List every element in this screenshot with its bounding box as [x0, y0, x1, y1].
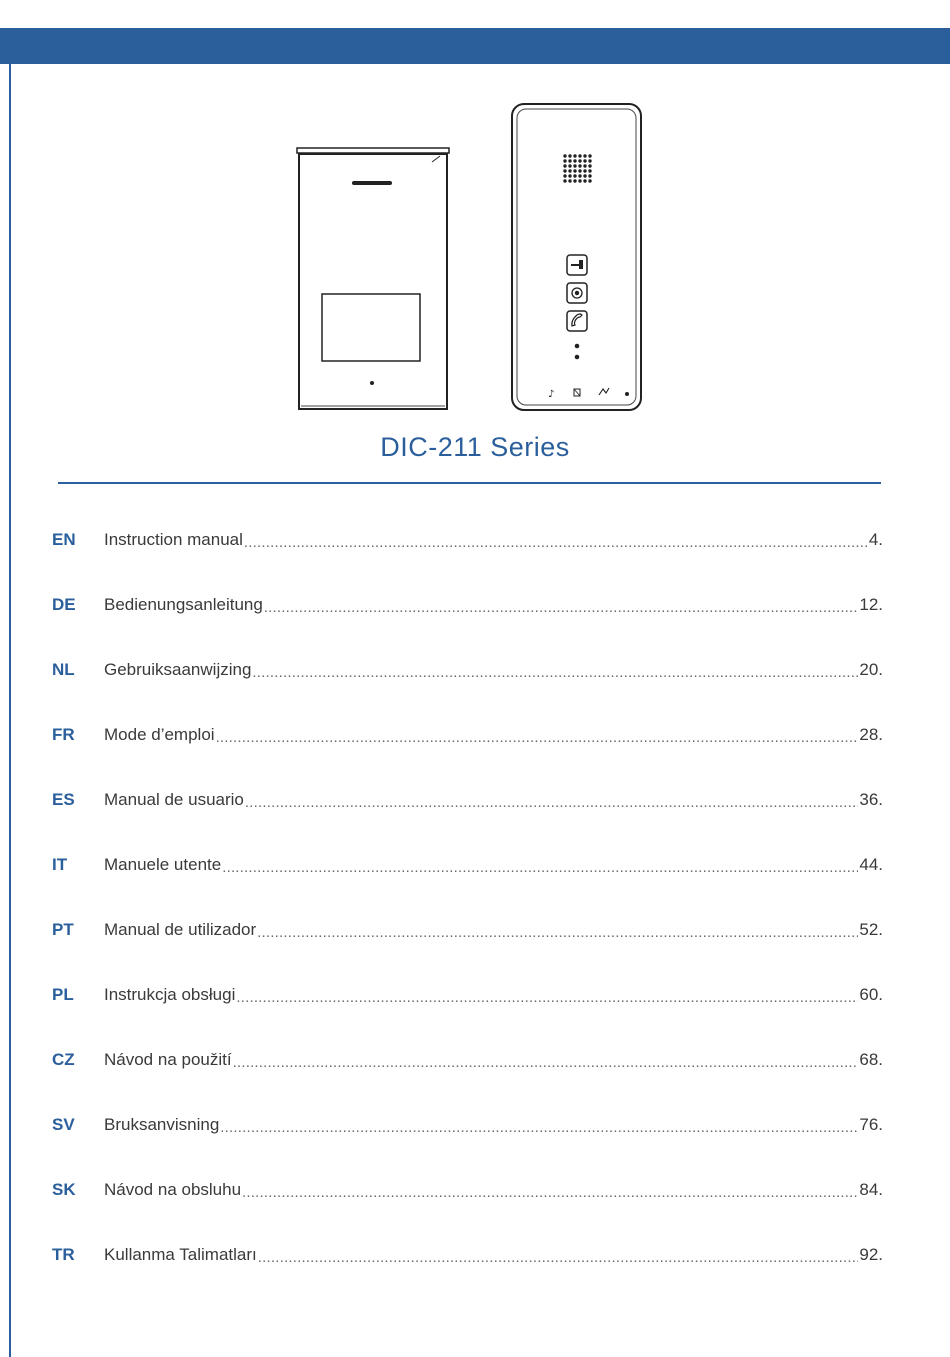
toc-entry-title: Manual de utilizador [104, 920, 257, 939]
toc-language-code: IT [52, 855, 68, 874]
toc-leader-dots [233, 1054, 859, 1080]
toc-row-de[interactable] [52, 585, 883, 625]
toc-leader-dots [236, 989, 858, 1015]
toc-language-code: FR [52, 725, 75, 744]
toc-language-code: NL [52, 660, 75, 679]
product-illustration [290, 98, 660, 418]
intercom-unit-image [512, 104, 641, 410]
series-title: DIC-211 Series [380, 432, 570, 462]
toc-row-pl[interactable] [52, 975, 883, 1015]
toc-page-number: 76. [859, 1115, 883, 1134]
toc-leader-dots [216, 729, 859, 755]
toc-page-number: 68. [859, 1050, 883, 1069]
toc-row-es[interactable] [52, 780, 883, 820]
toc-row-en[interactable] [52, 520, 883, 560]
toc-row-tr[interactable] [52, 1235, 883, 1275]
toc-entry-title: Kullanma Talimatları [104, 1245, 257, 1264]
toc-entry-title: Manuele utente [104, 855, 222, 874]
toc-leader-dots [222, 859, 858, 885]
header-band [0, 28, 950, 64]
toc-leader-dots [245, 794, 858, 820]
toc-page-number: 36. [859, 790, 883, 809]
toc-entry-title: Návod na použití [104, 1050, 232, 1069]
toc-page-number: 28. [859, 725, 883, 744]
toc-language-code: DE [52, 595, 76, 614]
toc-row-cz[interactable] [52, 1040, 883, 1080]
svg-text:♪: ♪ [548, 389, 555, 400]
toc-page-number: 92. [859, 1245, 883, 1264]
toc-page-number: 52. [859, 920, 883, 939]
toc-leader-dots [257, 924, 858, 950]
toc-page-number: 44. [859, 855, 883, 874]
toc-page-number: 60. [859, 985, 883, 1004]
toc-row-fr[interactable] [52, 715, 883, 755]
title-divider [58, 482, 881, 484]
toc-page-number: 12. [859, 595, 883, 614]
toc-language-code: PL [52, 985, 74, 1004]
toc-language-code: SK [52, 1180, 76, 1199]
toc-language-code: PT [52, 920, 74, 939]
toc-page-number: 84. [859, 1180, 883, 1199]
toc-language-code: EN [52, 530, 76, 549]
handset-unit-image [297, 148, 449, 409]
toc-leader-dots [220, 1119, 858, 1145]
toc-row-pt[interactable] [52, 910, 883, 950]
toc-leader-dots [252, 664, 858, 690]
toc-leader-dots [258, 1249, 859, 1275]
toc-language-code: ES [52, 790, 75, 809]
left-margin-rule [9, 64, 11, 1357]
toc-leader-dots [242, 1184, 858, 1210]
toc-page-number: 20. [859, 660, 883, 679]
toc-page-number: 4. [868, 530, 883, 549]
toc-entry-title: Manual de usuario [104, 790, 244, 809]
toc-entry-title: Mode d’emploi [104, 725, 215, 744]
toc-row-nl[interactable] [52, 650, 883, 690]
toc-entry-title: Instruction manual [104, 530, 243, 549]
toc-leader-dots [264, 599, 859, 625]
toc-entry-title: Bedienungsanleitung [104, 595, 263, 614]
toc-entry-title: Instrukcja obsługi [104, 985, 236, 1004]
toc-row-sk[interactable] [52, 1170, 883, 1210]
toc-language-code: SV [52, 1115, 75, 1134]
toc-language-code: TR [52, 1245, 75, 1264]
toc-entry-title: Bruksanvisning [104, 1115, 220, 1134]
toc-leader-dots [244, 534, 868, 560]
toc-row-it[interactable] [52, 845, 883, 885]
toc-row-sv[interactable] [52, 1105, 883, 1145]
toc-entry-title: Návod na obsluhu [104, 1180, 242, 1199]
toc-language-code: CZ [52, 1050, 75, 1069]
toc-entry-title: Gebruiksaanwijzing [104, 660, 252, 679]
